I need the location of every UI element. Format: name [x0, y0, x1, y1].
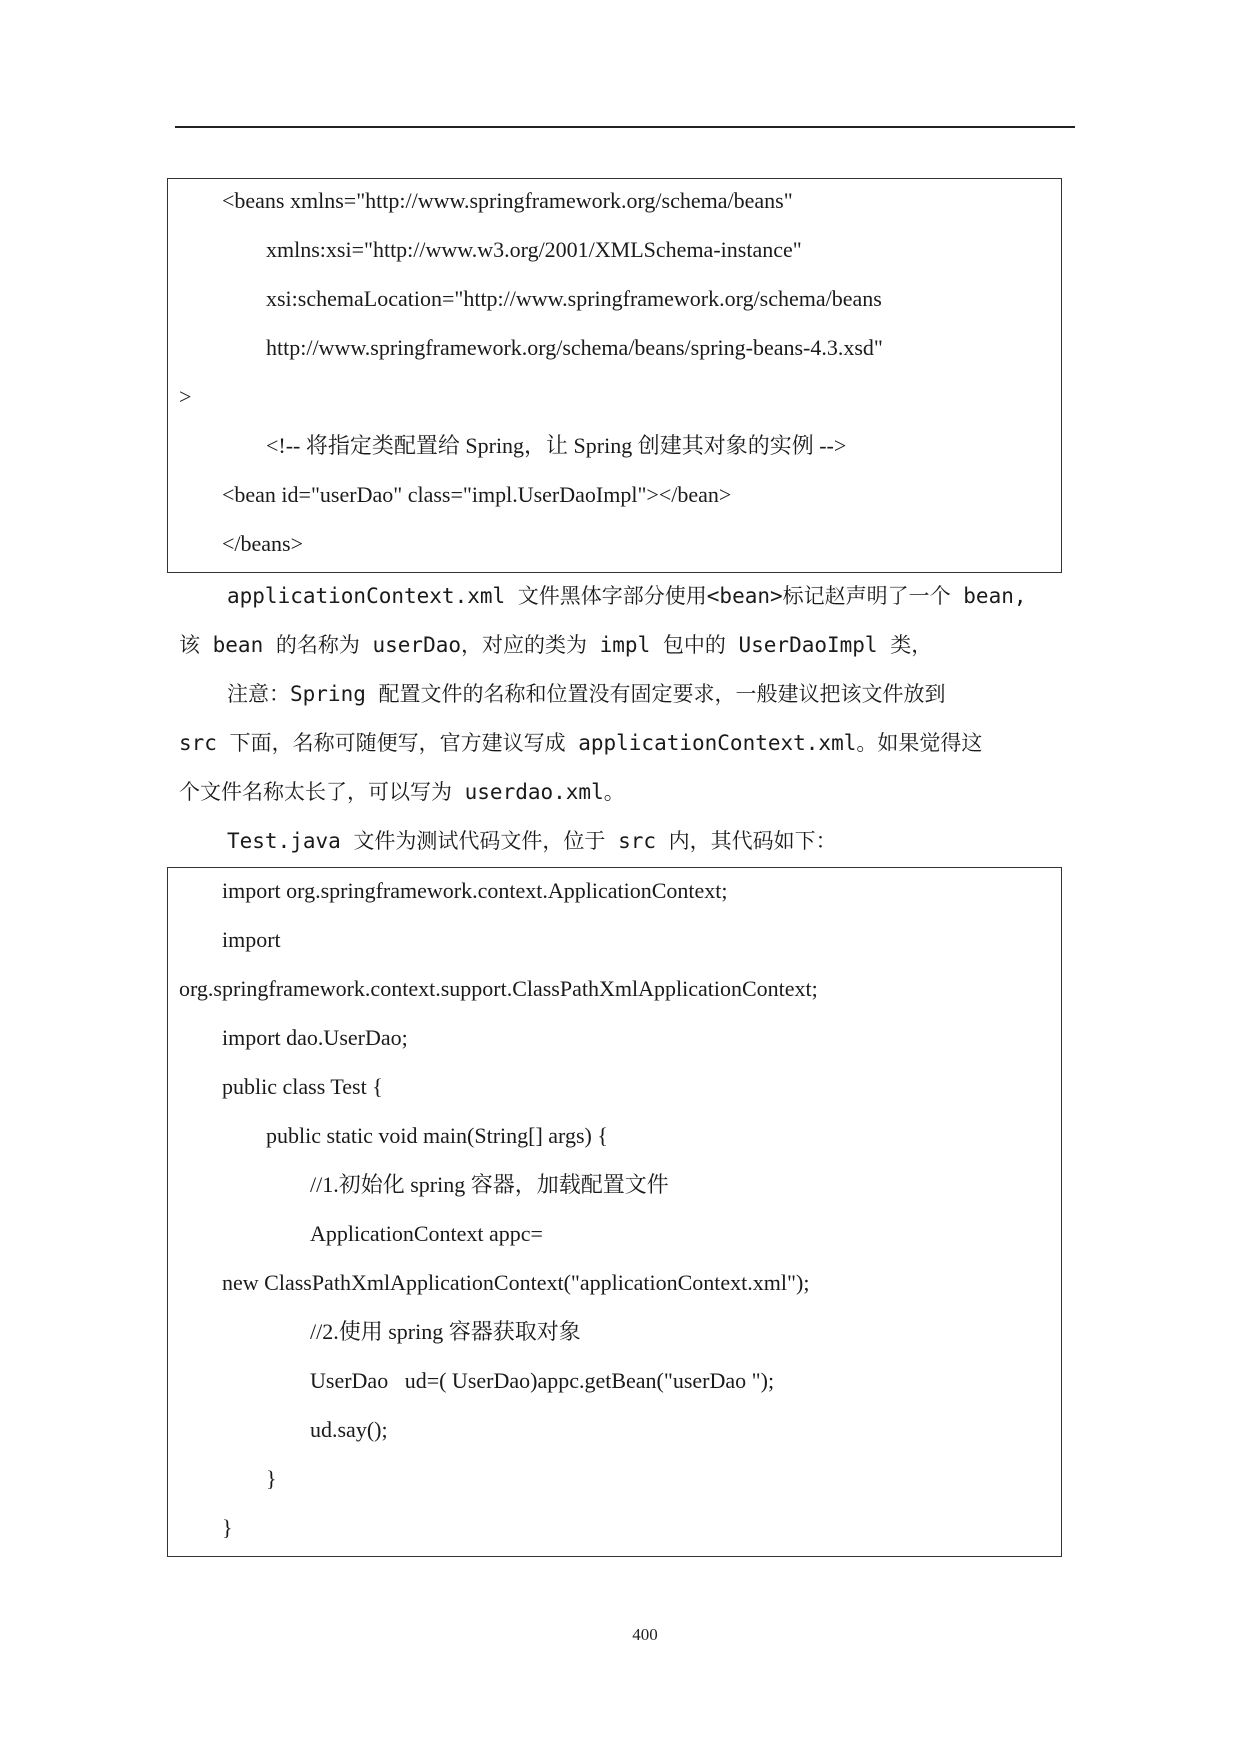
code-line: import: [222, 927, 281, 952]
page-number: 400: [632, 1625, 658, 1644]
code-line: org.springframework.context.support.ClassPathXmlApplicationContext;: [179, 976, 818, 1001]
code-line: ApplicationContext appc=: [310, 1221, 543, 1246]
header-rule: [175, 126, 1075, 128]
code-line: UserDao ud=( UserDao)appc.getBean("userDao ");: [310, 1368, 775, 1393]
code-line: >: [179, 384, 192, 409]
body-paragraph: 注意：Spring 配置文件的名称和位置没有固定要求，一般建议把该文件放到: [227, 682, 946, 706]
code-line: import org.springframework.context.ApplicationContext;: [222, 878, 728, 903]
code-line: http://www.springframework.org/schema/beans/spring-beans-4.3.xsd": [266, 335, 883, 360]
code-line: </beans>: [222, 531, 304, 556]
code-comment: //2.使用 spring 容器获取对象: [310, 1319, 581, 1344]
body-paragraph: src 下面，名称可随便写，官方建议写成 applicationContext.xml。如果觉得这: [179, 731, 983, 755]
code-line: import dao.UserDao;: [222, 1025, 408, 1050]
body-paragraph: Test.java 文件为测试代码文件，位于 src 内，其代码如下：: [227, 829, 837, 853]
code-line: public static void main(String[] args) {: [266, 1123, 608, 1148]
code-line: }: [222, 1515, 233, 1540]
code-comment: <!-- 将指定类配置给 Spring，让 Spring 创建其对象的实例 -->: [266, 433, 847, 458]
code-comment: //1.初始化 spring 容器，加载配置文件: [310, 1172, 669, 1197]
code-line: <beans xmlns="http://www.springframework.org/schema/beans": [222, 188, 793, 213]
body-paragraph: 个文件名称太长了，可以写为 userdao.xml。: [179, 780, 625, 804]
code-line: }: [266, 1466, 277, 1491]
body-paragraph: 该 bean 的名称为 userDao，对应的类为 impl 包中的 UserDaoImpl 类，: [179, 633, 933, 657]
code-line: new ClassPathXmlApplicationContext("applicationContext.xml");: [222, 1270, 810, 1295]
code-line: xmlns:xsi="http://www.w3.org/2001/XMLSchema-instance": [266, 237, 802, 262]
code-line: <bean id="userDao" class="impl.UserDaoImpl"></bean>: [222, 482, 732, 507]
code-line: xsi:schemaLocation="http://www.springframework.org/schema/beans: [266, 286, 882, 311]
code-line: public class Test {: [222, 1074, 383, 1099]
java-code-block: [167, 867, 1062, 1557]
body-paragraph: applicationContext.xml 文件黑体字部分使用<bean>标记赵声明了一个 bean,: [227, 584, 1027, 608]
code-line: ud.say();: [310, 1417, 388, 1442]
